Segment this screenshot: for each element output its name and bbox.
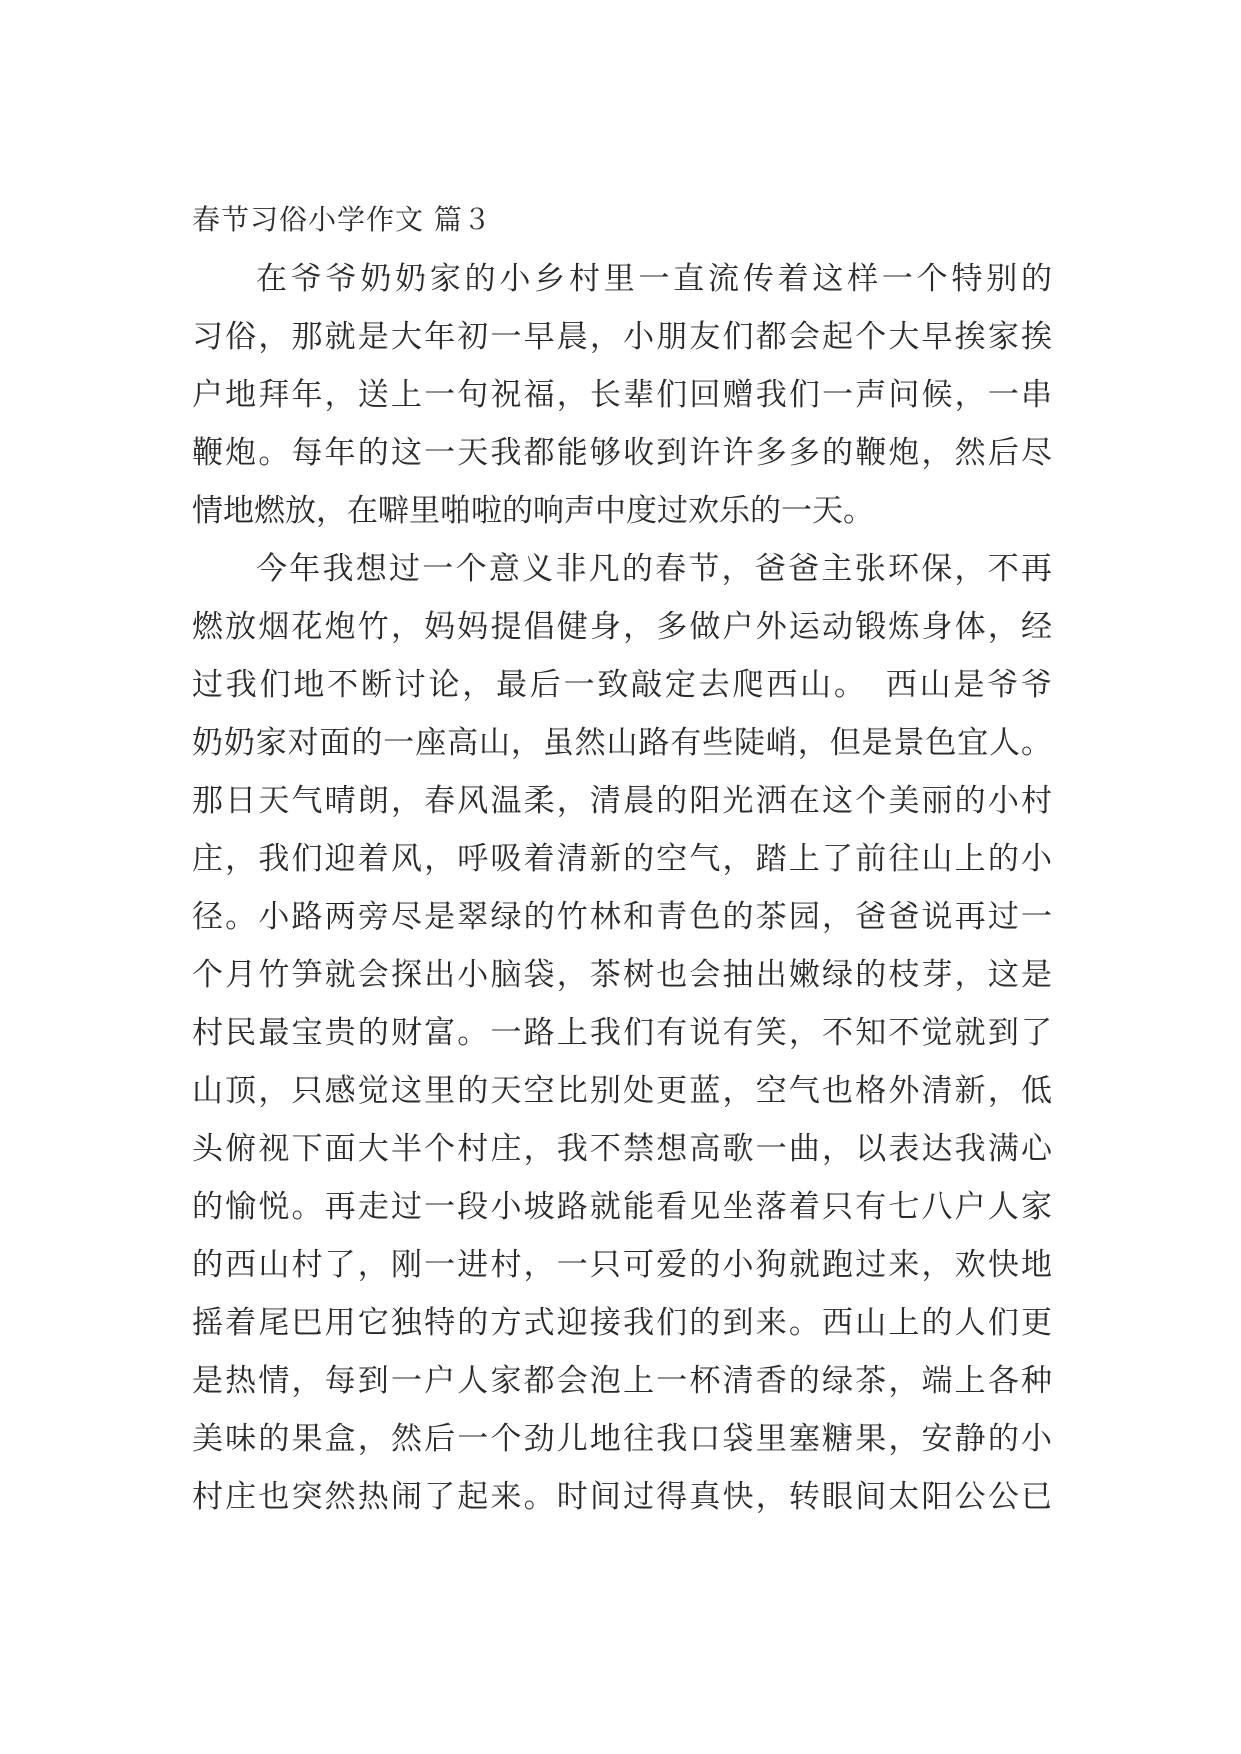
text-line: 过我们地不断讨论，最后一致敲定去爬西山。 西山是爷爷 [192,667,1052,703]
text-line: 情地燃放，在噼里啪啦的响声中度过欢乐的一天。 [192,493,874,529]
text-line: 那日天气晴朗，春风温柔，清晨的阳光洒在这个美丽的小村 [192,783,1052,819]
text-line: 是热情，每到一户人家都会泡上一杯清香的绿茶，端上各种 [192,1363,1052,1399]
text-line: 在爷爷奶奶家的小乡村里一直流传着这样一个特别的 [256,261,1052,297]
text-line: 户地拜年，送上一句祝福，长辈们回赠我们一声问候，一串 [192,377,1052,413]
text-line: 的西山村了，刚一进村，一只可爱的小狗就跑过来，欢快地 [192,1247,1052,1283]
text-line: 鞭炮。每年的这一天我都能够收到许许多多的鞭炮，然后尽 [192,435,1052,471]
text-line: 摇着尾巴用它独特的方式迎接我们的到来。西山上的人们更 [192,1305,1052,1341]
text-line: 美味的果盒，然后一个劲儿地往我口袋里塞糖果，安静的小 [192,1421,1052,1457]
text-line: 燃放烟花炮竹，妈妈提倡健身，多做户外运动锻炼身体，经 [192,609,1052,645]
document-body [192,250,1052,1526]
text-line: 山顶，只感觉这里的天空比别处更蓝，空气也格外清新，低 [192,1073,1052,1109]
text-line: 径。小路两旁尽是翠绿的竹林和青色的茶园，爸爸说再过一 [192,899,1052,935]
text-line: 村民最宝贵的财富。一路上我们有说有笑，不知不觉就到了 [192,1015,1052,1051]
text-line: 奶奶家对面的一座高山，虽然山路有些陡峭，但是景色宜人。 [192,725,1052,761]
text-line: 今年我想过一个意义非凡的春节，爸爸主张环保，不再 [256,551,1052,587]
text-line: 头俯视下面大半个村庄，我不禁想高歌一曲，以表达我满心 [192,1131,1052,1167]
text-line: 的愉悦。再走过一段小坡路就能看见坐落着只有七八户人家 [192,1189,1052,1225]
document-title: 春节习俗小学作文 篇３ [192,203,492,236]
text-line: 个月竹笋就会探出小脑袋，茶树也会抽出嫩绿的枝芽，这是 [192,957,1052,993]
text-line: 村庄也突然热闹了起来。时间过得真快，转眼间太阳公公已 [192,1479,1052,1515]
text-line: 习俗，那就是大年初一早晨，小朋友们都会起个大早挨家挨 [192,319,1052,355]
text-line: 庄，我们迎着风，呼吸着清新的空气，踏上了前往山上的小 [192,841,1052,877]
